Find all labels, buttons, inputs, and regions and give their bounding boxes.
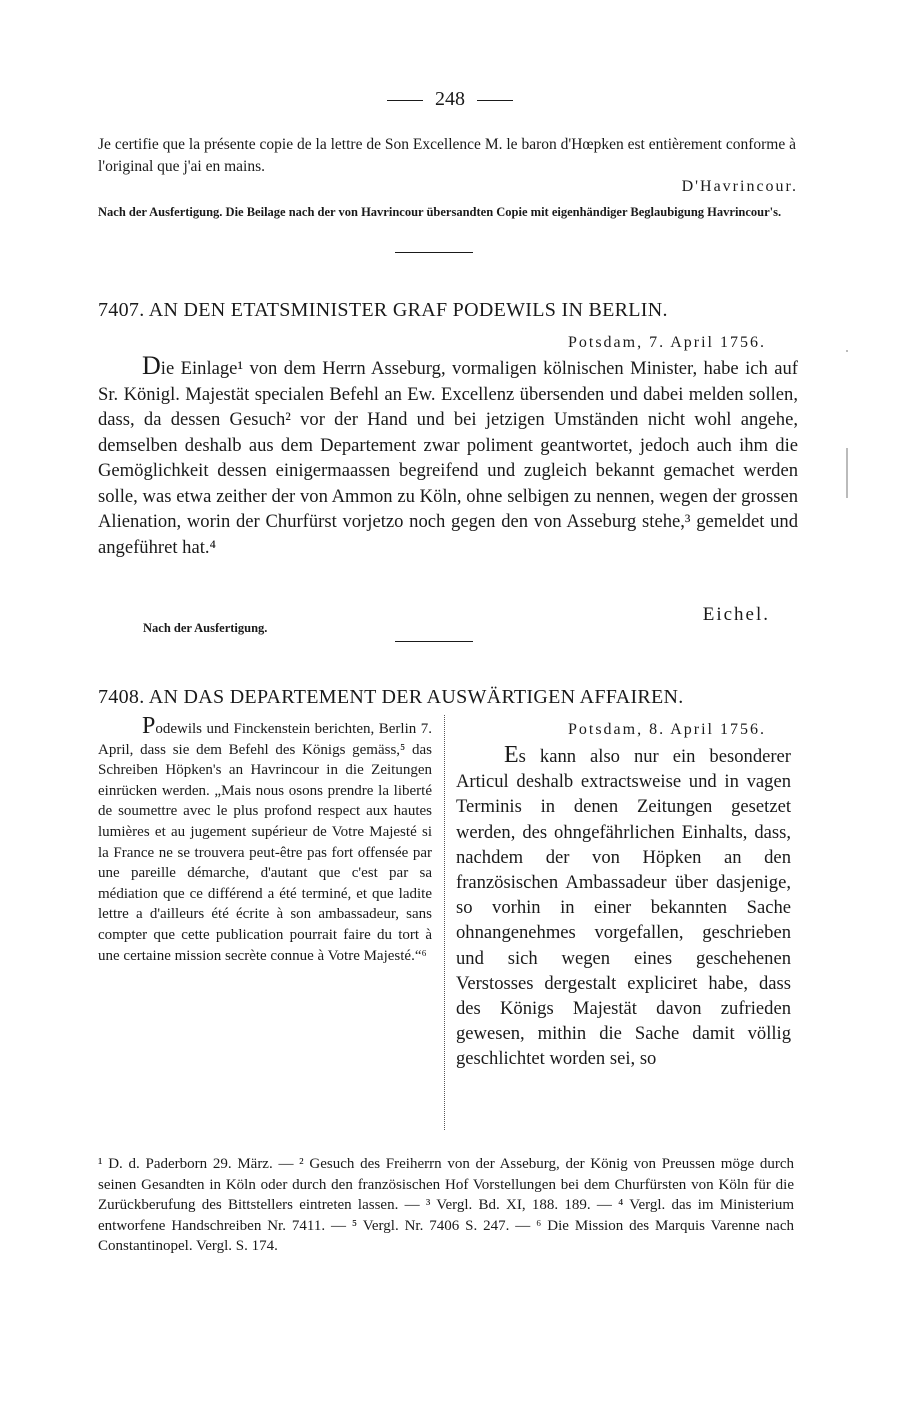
dash-left [387,100,423,101]
letter-7407-body [98,351,798,560]
letter-7408-heading: 7408. AN DAS DEPARTEMENT DER AUSWÄRTIGEN AFFAIREN. [98,686,684,708]
letter-7407-source-note: Nach der Ausfertigung. [143,621,268,635]
letter-7408-summary-initial: P [142,713,156,739]
certification-text: Je certifie que la présente copie de la lettre de Son Excellence M. le baron d'Hœpken est entièrement conforme à l'original que j'ai en mains. [98,136,796,175]
scan-artifact-mark [846,448,848,498]
letter-7408-body-initial: E [504,742,519,768]
footnotes: ¹ D. d. Paderborn 29. März. — ² Gesuch des Freiherrn von der Asseburg, der König von Preussen möge durch seinen Gesandten in Köln oder durch den französischen Hof Vorstellungen bei dem Churfürsten von Köln für die Zurückberufung des Bittstellers eintreten lassen. — ³ Vergl. Bd. XI, 188. 189. — ⁴ Vergl. das im Ministerium entworfene Handschreiben Nr. 7411. — ⁵ Vergl. Nr. 7406 S. 247. — ⁶ Die Mission des Marquis Varenne nach Constantinopel. Vergl. S. 174. [98,1156,794,1254]
page-number-text: 248 [435,88,465,110]
letter-7408-body [456,744,791,1072]
letter-7407-signature: Eichel. [702,604,770,625]
separator-rule [395,641,473,642]
column-separator [444,715,445,1130]
scan-artifact-dot [846,350,848,352]
letter-7407-initial: D [142,351,161,380]
letter-7408-summary [98,713,432,966]
dash-right [477,100,513,101]
page-number [0,88,900,111]
separator-rule [395,252,473,253]
letter-7407-body-text: ie Einlage¹ von dem Herrn Asseburg, vormaligen kölnischen Minister, habe ich auf Sr. Königl. Majestät specialen Befehl an Ew. Excellenz übersenden und dabei melden sollen, dass, da dessen Gesuch² vor der Hand und bei jetzigen Umständen nicht wohl angehe, demselben deshalb aus dem Departement zwar poliment geantwortet, jedoch auch ihm die Gemöglichkeit dessen einigermaassen begreifend und zugleich bekannt gemachet werden solle, was etwa zeither der von Ammon zu Köln, ohne selbigen zu nennen, wegen der grossen Alienation, worin der Churfürst vorjetzo noch gegen den von Asseburg stehe,³ gemeldet und angeführet hat.⁴ [98,358,798,558]
letter-7408-summary-text: odewils und Finckenstein berichten, Berlin 7. April, dass sie dem Befehl des Königs gemäss,⁵ das Schreiben Höpken's an Havrincour in die Zeitungen einrücken werden. „Mais nous osons prendre la liberté de soumettre avec le plus profond respect aux hautes lumières et au jugement supérieur de Votre Majesté si la France ne se trouvera peut-être pas fort offensée par une pareille démarche, d'autant que c'est par sa médiation que ce différend a été terminé, et que ladite lettre a d'ailleurs été écrite à son ambassadeur, sans compter que cette publication pourrait faire du tort à une certaine mission secrète connue à Votre Majesté.“⁶ [98,721,432,964]
letter-7407-heading: 7407. AN DEN ETATSMINISTER GRAF PODEWILS IN BERLIN. [98,299,668,321]
letter-7408-dateline: Potsdam, 8. April 1756. [567,721,766,738]
letter-7408-body-text: s kann also nur ein besonderer Articul deshalb extractsweise und in vagen Terminis in denen Zeitungen gesetzet werden, des ohngefährlichen Einhalts, dass, nachdem der von Höpken an den französischen Ambassadeur über dasjenige, so vorhin in einer bekannten Sache ohnangenehmes vorgefallen, geschrieben und sich wegen eines geschehenen Verstosses dergestalt expliciret habe, dass des Königs Majestät davon zufrieden gewesen, mithin die Sache damit völlig geschlichtet worden sei, so [456,746,791,1070]
certification-signature: D'Havrincour. [681,178,798,195]
letter-7407-dateline: Potsdam, 7. April 1756. [567,334,766,351]
certification-source-note: Nach der Ausfertigung. Die Beilage nach der von Havrincour übersandten Copie mit eigenhändiger Beglaubigung Havrincour's. [98,205,782,219]
